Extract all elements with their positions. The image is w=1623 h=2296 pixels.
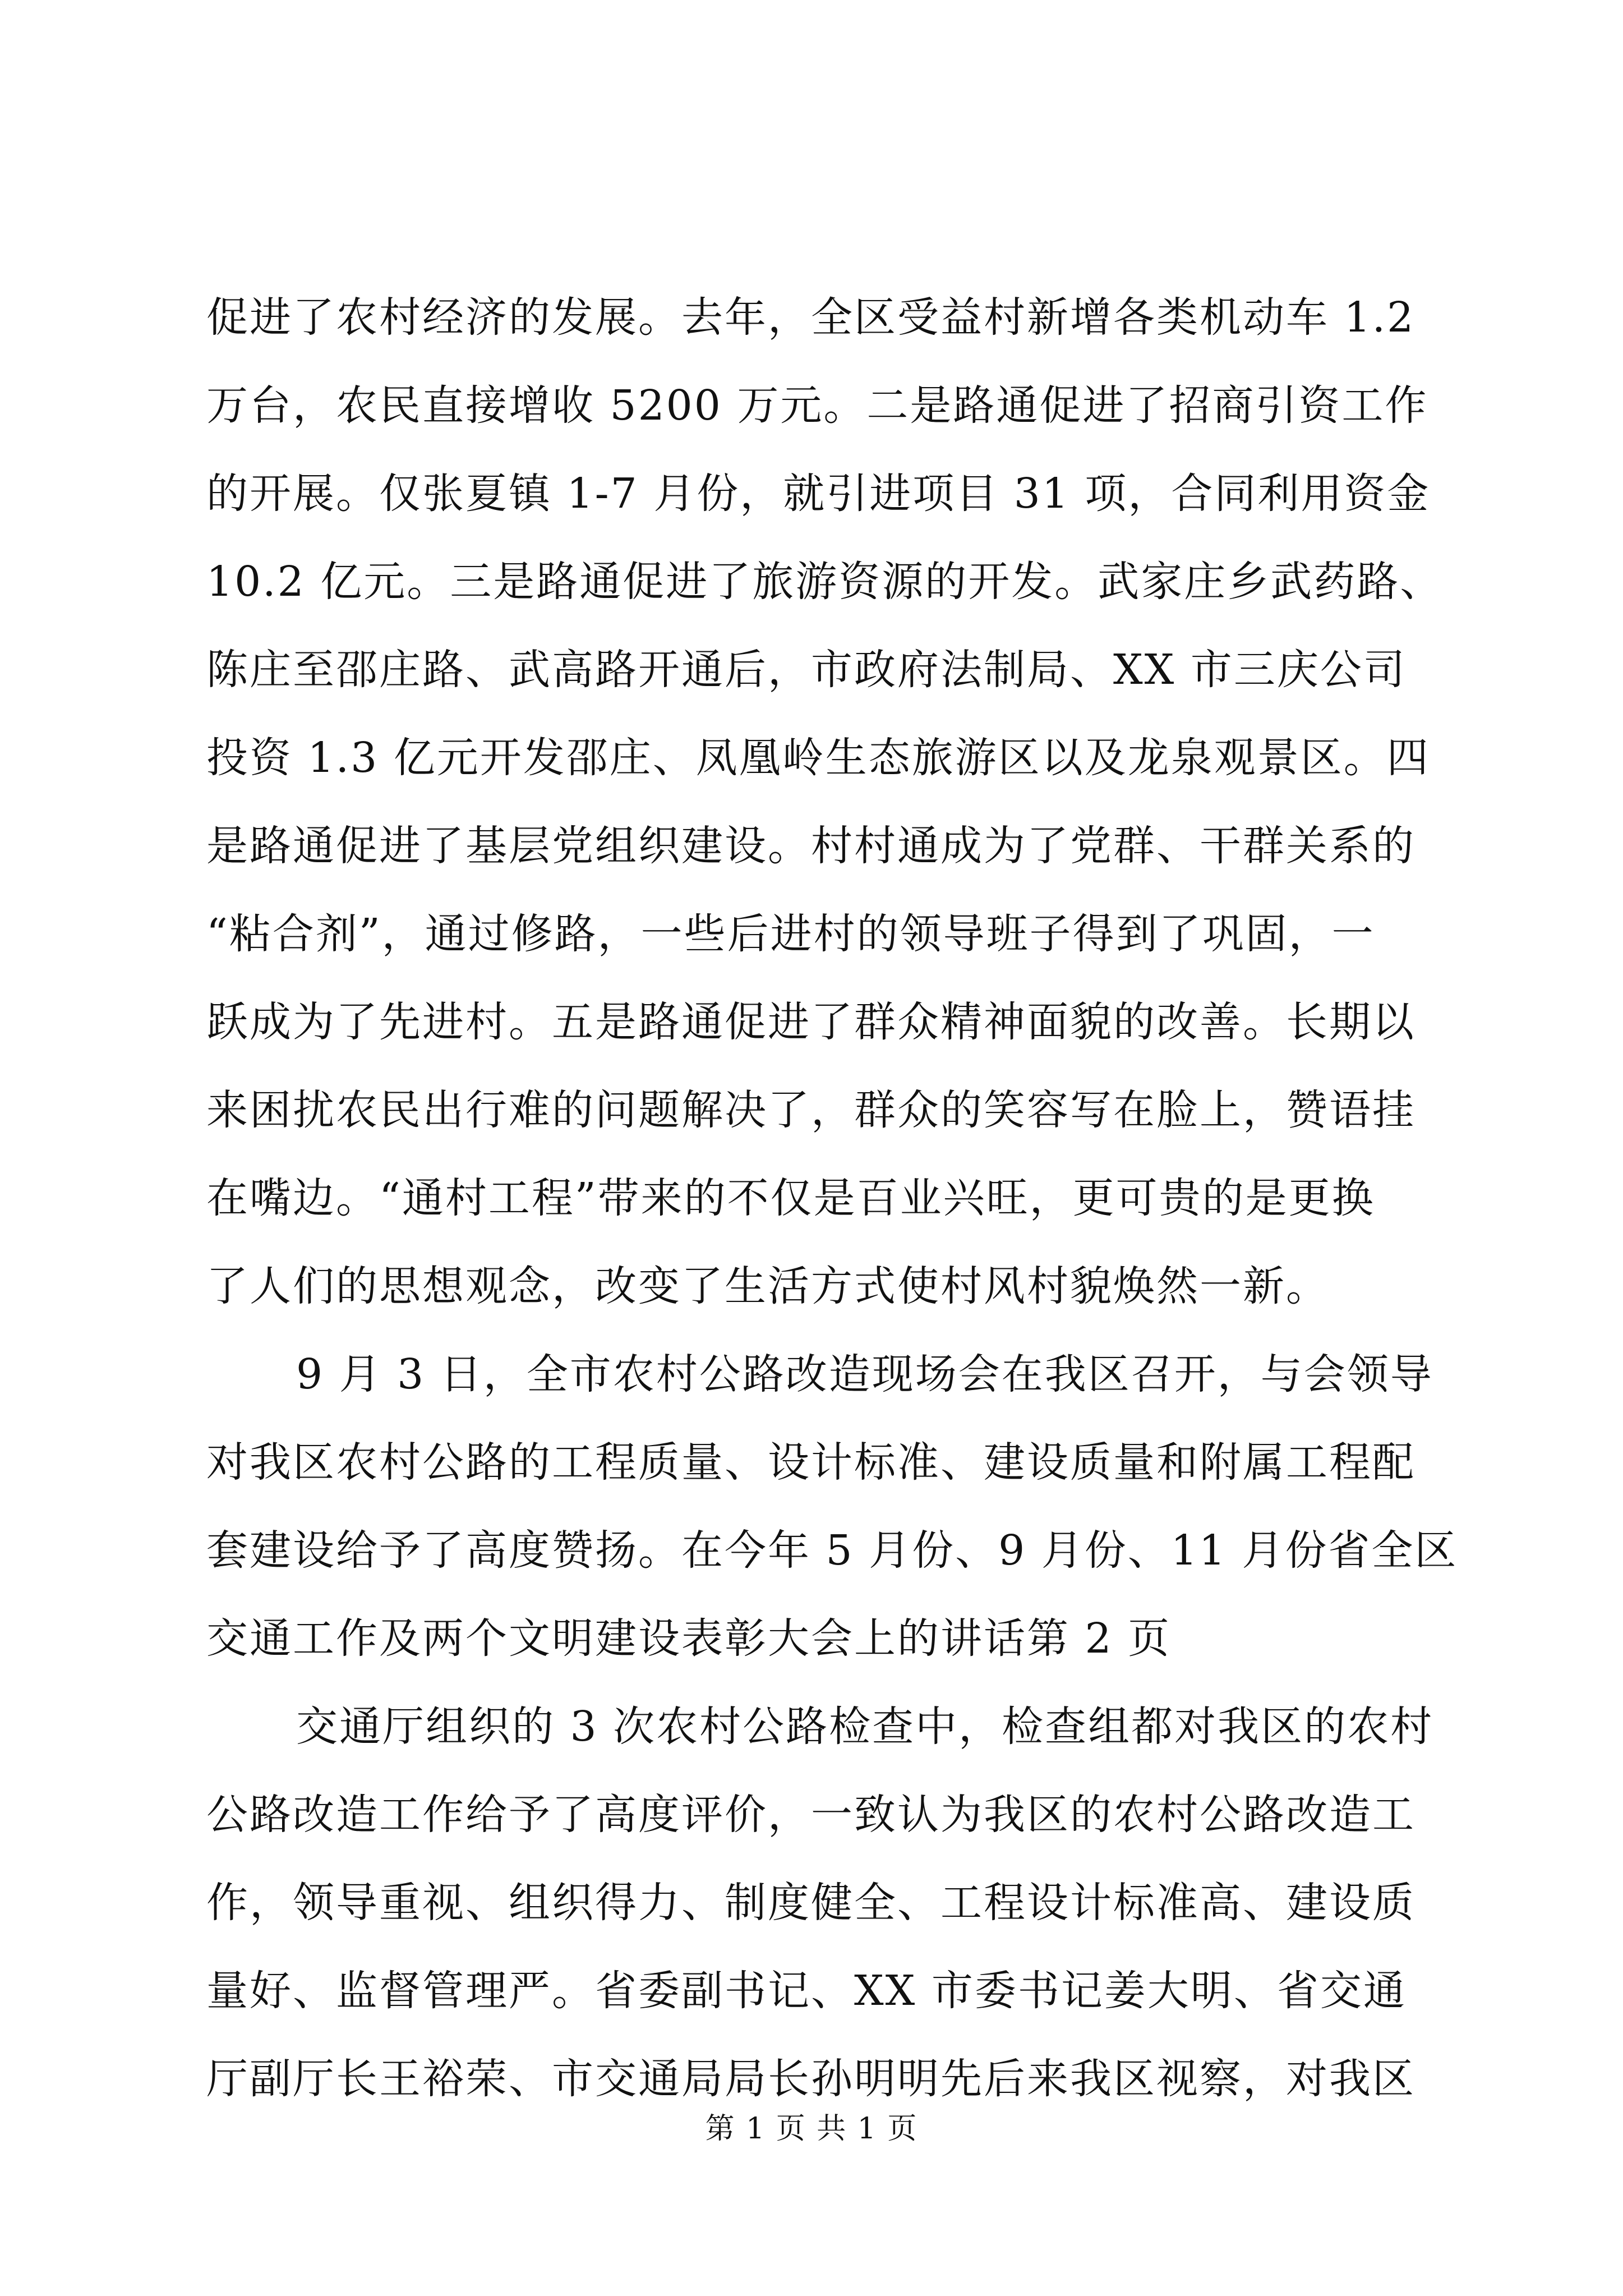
text-line: 套建设给予了高度赞扬。在今年 5 月份、9 月份、11 月份省全区	[206, 1526, 1458, 1575]
text-line: 陈庄至邵庄路、武高路开通后，市政府法制局、XX 市三庆公司	[206, 646, 1407, 694]
paragraph-3	[206, 1683, 1434, 2123]
text-line: 作，领导重视、组织得力、制度健全、工程设计标准高、建设质	[206, 1879, 1415, 1927]
page-footer: 第 1 页 共 1 页	[705, 2112, 918, 2146]
text-line: 了人们的思想观念，改变了生活方式使村风村貌焕然一新。	[206, 1262, 1329, 1310]
document-body	[206, 274, 1458, 2123]
text-line: 促进了农村经济的发展。去年，全区受益村新增各类机动车 1.2	[206, 293, 1415, 342]
text-line: 投资 1.3 亿元开发邵庄、凤凰岭生态旅游区以及龙泉观景区。四	[206, 734, 1430, 782]
text-line: 10.2 亿元。三是路通促进了旅游资源的开发。武家庄乡武药路、	[206, 558, 1444, 606]
text-line: 在嘴边。“通村工程”带来的不仅是百业兴旺，更可贵的是更换	[206, 1174, 1375, 1222]
text-line: 万台，农民直接增收 5200 万元。二是路通促进了招商引资工作	[206, 381, 1428, 430]
paragraph-2	[206, 1331, 1458, 1683]
paragraph-1	[206, 274, 1444, 1331]
text-line: 对我区农村公路的工程质量、设计标准、建设质量和附属工程配	[206, 1438, 1415, 1487]
text-line: 9 月 3 日，全市农村公路改造现场会在我区召开，与会领导	[296, 1350, 1433, 1398]
text-line: 跃成为了先进村。五是路通促进了群众精神面貌的改善。长期以	[206, 998, 1415, 1046]
text-line: “粘合剂”，通过修路，一些后进村的领导班子得到了巩固，一	[206, 910, 1375, 958]
text-line: 交通工作及两个文明建设表彰大会上的讲话第 2 页	[206, 1614, 1172, 1663]
text-line: 的开展。仅张夏镇 1-7 月份，就引进项目 31 项，合同利用资金	[206, 470, 1431, 518]
text-line: 来困扰农民出行难的问题解决了，群众的笑容写在脸上，赞语挂	[206, 1086, 1415, 1134]
text-line: 量好、监督管理严。省委副书记、XX 市委书记姜大明、省交通	[206, 1967, 1407, 2015]
text-line: 是路通促进了基层党组织建设。村村通成为了党群、干群关系的	[206, 822, 1415, 870]
text-line: 公路改造工作给予了高度评价，一致认为我区的农村公路改造工	[206, 1791, 1415, 1839]
text-line: 厅副厅长王裕荣、市交通局局长孙明明先后来我区视察，对我区	[206, 2055, 1415, 2103]
text-line: 交通厅组织的 3 次农村公路检查中，检查组都对我区的农村	[296, 1703, 1434, 1751]
